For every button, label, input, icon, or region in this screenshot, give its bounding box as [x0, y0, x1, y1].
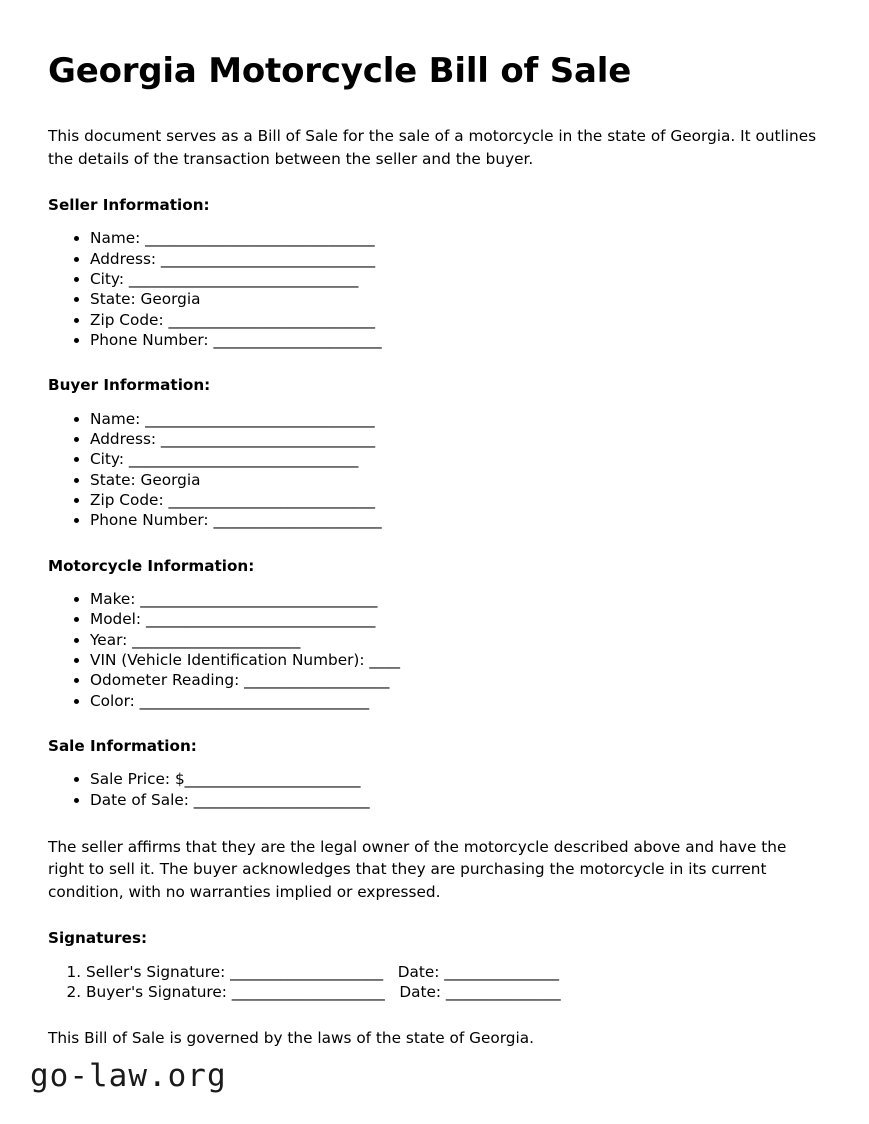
seller-information-heading: Seller Information:: [48, 196, 210, 215]
site-watermark: go-law.org: [30, 1058, 227, 1094]
list-item: • Make: _______________________________: [90, 589, 823, 609]
list-item: • Name: ______________________________: [90, 228, 823, 248]
list-item: • State: Georgia: [90, 289, 823, 309]
list-item: • Zip Code: ___________________________: [90, 310, 823, 330]
list-item: • City: ______________________________: [90, 269, 823, 289]
list-item: • Year: ______________________: [90, 630, 823, 650]
list-item: • Odometer Reading: ___________________: [90, 670, 823, 690]
list-item: • Name: ______________________________: [90, 409, 823, 429]
list-item: • Color: ______________________________: [90, 691, 823, 711]
buyer-information-list: [48, 409, 823, 531]
intro-paragraph: This document serves as a Bill of Sale for the sale of a motorcycle in the state of Georgia. It outlines the details of the transaction between the seller and the buyer.: [48, 127, 817, 168]
list-item: 1. Seller's Signature: ____________________ Date: _______________: [86, 962, 823, 982]
affirmation-paragraph: The seller affirms that they are the legal owner of the motorcycle described above and have the right to sell it. The buyer acknowledges that they are purchasing the motorcycle in its current condition, with no warranties implied or expressed.: [48, 837, 787, 901]
list-item: • Phone Number: ______________________: [90, 510, 823, 530]
list-item: • Address: ____________________________: [90, 429, 823, 449]
list-item: • VIN (Vehicle Identification Number): ____: [90, 650, 823, 670]
buyer-information-heading: Buyer Information:: [48, 376, 211, 395]
page-title: Georgia Motorcycle Bill of Sale: [48, 51, 632, 91]
signatures-heading: Signatures:: [48, 929, 148, 948]
list-item: • Date of Sale: _______________________: [90, 790, 823, 810]
list-item: • Zip Code: ___________________________: [90, 490, 823, 510]
motorcycle-information-heading: Motorcycle Information:: [48, 556, 255, 575]
list-item: • City: ______________________________: [90, 449, 823, 469]
list-item: • Address: ____________________________: [90, 249, 823, 269]
governing-law-paragraph: This Bill of Sale is governed by the laws of the state of Georgia.: [48, 1029, 534, 1048]
list-item: • State: Georgia: [90, 470, 823, 490]
motorcycle-information-list: [48, 589, 823, 711]
sale-information-list: [48, 769, 823, 810]
sale-information-heading: Sale Information:: [48, 736, 197, 755]
document-content: [48, 52, 823, 1076]
list-item: • Phone Number: ______________________: [90, 330, 823, 350]
list-item: 2. Buyer's Signature: ____________________ Date: _______________: [86, 982, 823, 1002]
list-item: • Sale Price: $_______________________: [90, 769, 823, 789]
signatures-list: [48, 962, 823, 1003]
seller-information-list: [48, 228, 823, 350]
list-item: • Model: ______________________________: [90, 609, 823, 629]
